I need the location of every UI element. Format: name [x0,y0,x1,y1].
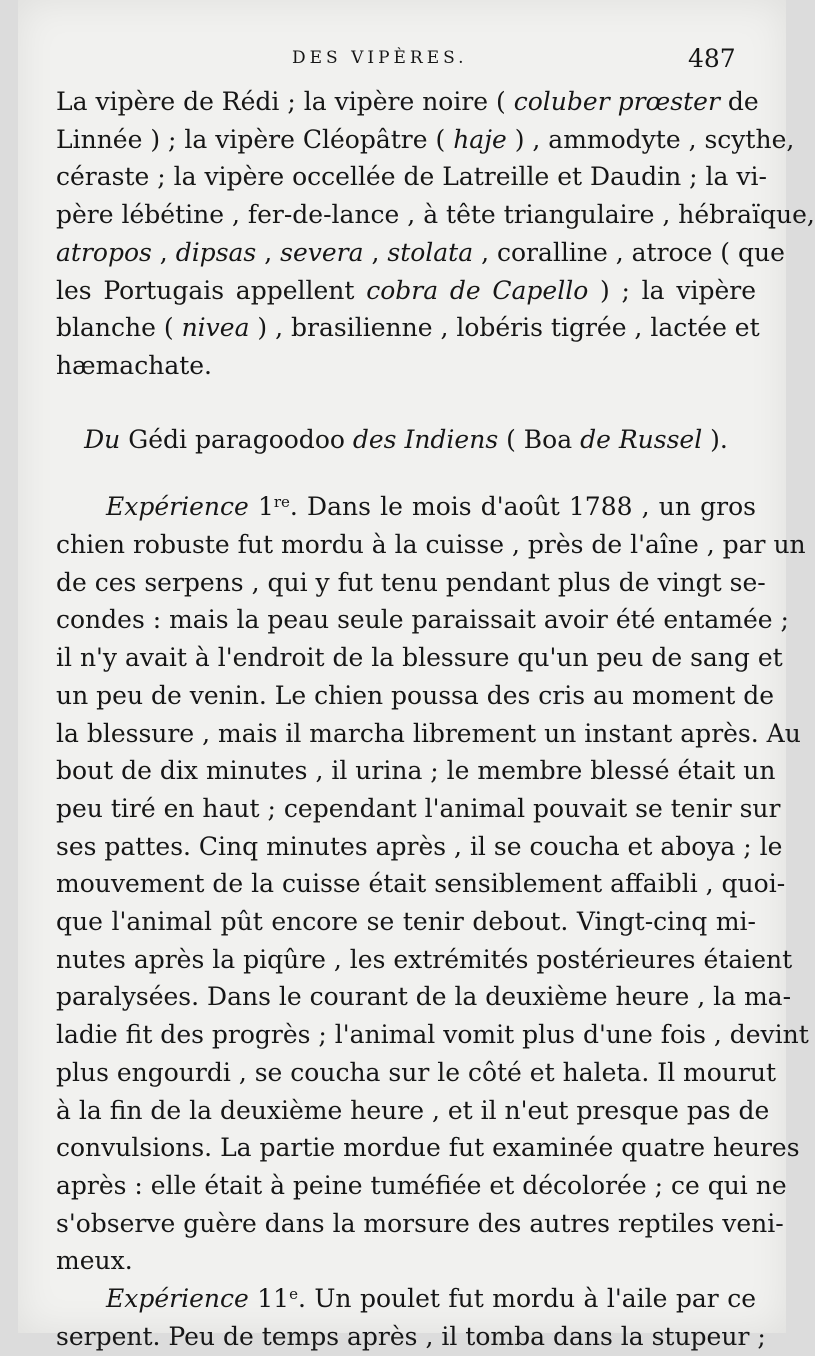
experience-label: Expérience [106,1284,258,1314]
text-line: blanche ( nivea ) , brasilienne , lobéris tigrée , lactée et [56,313,760,343]
page-number: 487 [688,44,736,73]
text-line: atropos , dipsas , severa , stolata , coralline , atroce ( que [56,237,785,267]
text-line: bout de dix minutes , il urina ; le membre blessé était un [56,756,776,786]
text-line: plus engourdi , se coucha sur le côté et haleta. Il mourut [56,1057,777,1087]
text-line: Expérience 1re. Dans le mois d'août 1788 , un gros [106,492,756,522]
text-line: céraste ; la vipère occellée de Latreille et Daudin ; la vi- [56,162,767,192]
text-line: à la fin de la deuxième heure , et il n'eut presque pas de [56,1095,770,1125]
text-line: Linnée ) ; la vipère Cléopâtre ( haje ) , ammodyte , scythe, [56,124,795,154]
section-heading: Du Gédi paragoodoo des Indiens ( Boa de Russel ). [84,424,728,454]
text-line: il n'y avait à l'endroit de la blessure qu'un peu de sang et [56,643,783,673]
text-line: ladie fit des progrès ; l'animal vomit plus d'une fois , devint [56,1020,809,1050]
text-line: La vipère de Rédi ; la vipère noire ( coluber prœster de [56,87,759,116]
text-line: père lébétine , fer-de-lance , à tête triangulaire , hébraïque, [56,200,815,230]
paragraph-viper-list [56,83,815,385]
text-line: chien robuste fut mordu à la cuisse , près de l'aîne , par un [56,530,806,560]
text-line: la blessure , mais il marcha librement un instant après. Au [56,718,801,748]
text-line: meux. [56,1246,133,1276]
text-line: que l'animal pût encore se tenir debout. Vingt-cinq mi- [56,907,756,937]
body-text [56,83,815,1356]
text-line: les Portugais appellent cobra de Capello ) ; la vipère [56,275,756,305]
text-line: après : elle était à peine tuméfiée et décolorée ; ce qui ne [56,1170,787,1200]
text-line: condes : mais la peau seule paraissait avoir été entamée ; [56,605,789,635]
text-line: de ces serpens , qui y fut tenu pendant plus de vingt se- [56,567,766,597]
text-line: peu tiré en haut ; cependant l'animal pouvait se tenir sur [56,793,781,823]
paragraph-experience-2 [56,1280,766,1355]
text-line: serpent. Peu de temps après , il tomba dans la stupeur ; [56,1321,766,1351]
text-line: ses pattes. Cinq minutes après , il se coucha et aboya ; le [56,831,783,861]
text-line: un peu de venin. Le chien poussa des cris au moment de [56,680,775,710]
text-line: s'observe guère dans la morsure des autres reptiles veni- [56,1208,784,1238]
book-page [18,0,815,1351]
text-line: mouvement de la cuisse était sensiblement affaibli , quoi- [56,869,786,899]
paragraph-experience-1 [56,488,809,1280]
experience-label: Expérience [106,492,258,522]
text-line: hæmachate. [56,350,213,380]
running-head: DES VIPÈRES. [292,48,468,68]
text-line: paralysées. Dans le courant de la deuxième heure , la ma- [56,982,792,1012]
text-line: Expérience 11e. Un poulet fut mordu à l'aile par ce [106,1284,756,1314]
text-line: convulsions. La partie mordue fut examinée quatre heures [56,1133,800,1163]
text-line: nutes après la piqûre , les extrémités postérieures étaient [56,944,793,974]
page-header [18,44,786,84]
